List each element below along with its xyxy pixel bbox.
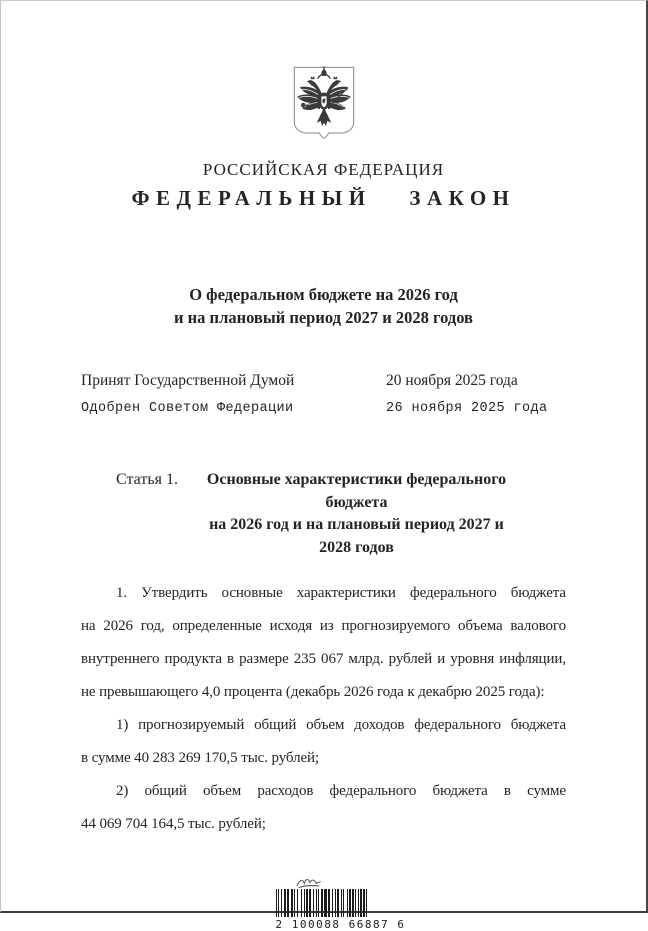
adopted-by-duma-row <box>81 371 566 391</box>
adopted-by-duma-date: 20 ноября 2025 года <box>386 372 518 389</box>
body-line: внутреннего продукта в размере 235 067 млрд. рублей и уровня инфляции, <box>81 651 566 667</box>
adopted-by-duma-label: Принят Государственной Думой <box>81 372 295 389</box>
law-title-line-1: О федеральном бюджете на 2026 год <box>189 285 458 304</box>
article-1-label: Статья 1. <box>116 471 178 488</box>
handwritten-mark-icon <box>294 875 324 889</box>
approved-by-federation-council-label: Одобрен Советом Федерации <box>81 401 294 416</box>
approved-by-federation-council-date: 26 ноября 2025 года <box>386 401 548 416</box>
barcode-digits: 2 100088 66887 6 <box>275 918 406 931</box>
body-line: 1. Утвердить основные характеристики федерального бюджета <box>116 585 566 601</box>
barcode <box>276 889 372 917</box>
russia-coat-of-arms <box>291 65 357 141</box>
double-headed-eagle-emblem-icon <box>291 65 357 141</box>
adoption-block <box>81 371 566 419</box>
body-line: 2) общий объем расходов федерального бюджета в сумме <box>116 783 566 799</box>
body-line: в сумме 40 283 269 170,5 тыс. рублей; <box>81 750 320 766</box>
body-line: 44 069 704 164,5 тыс. рублей; <box>81 816 266 832</box>
article-1-heading <box>81 469 566 559</box>
document-type-heading: ФЕДЕРАЛЬНЫЙ ЗАКОН <box>131 186 516 210</box>
article-1-body <box>81 577 566 841</box>
article-1-title-line-2: на 2026 год и на плановый период 2027 и 2028 годов <box>209 516 504 556</box>
barcode-block <box>275 875 406 931</box>
country-name: РОССИЙСКАЯ ФЕДЕРАЦИЯ <box>202 160 445 179</box>
body-line: 1) прогнозируемый общий объем доходов федерального бюджета <box>116 717 566 733</box>
law-title-line-2: и на плановый период 2027 и 2028 годов <box>174 308 473 327</box>
article-1-title-line-1: Основные характеристики федерального бюджета <box>206 471 507 511</box>
body-line: не превышающего 4,0 процента (декабрь 2026 года к декабрю 2025 года): <box>81 684 545 700</box>
law-title <box>1 283 646 329</box>
approved-by-federation-council-row <box>81 399 566 419</box>
article-1-title <box>192 469 566 559</box>
body-line: на 2026 год, определенные исходя из прогнозируемого объема валового <box>81 618 566 634</box>
